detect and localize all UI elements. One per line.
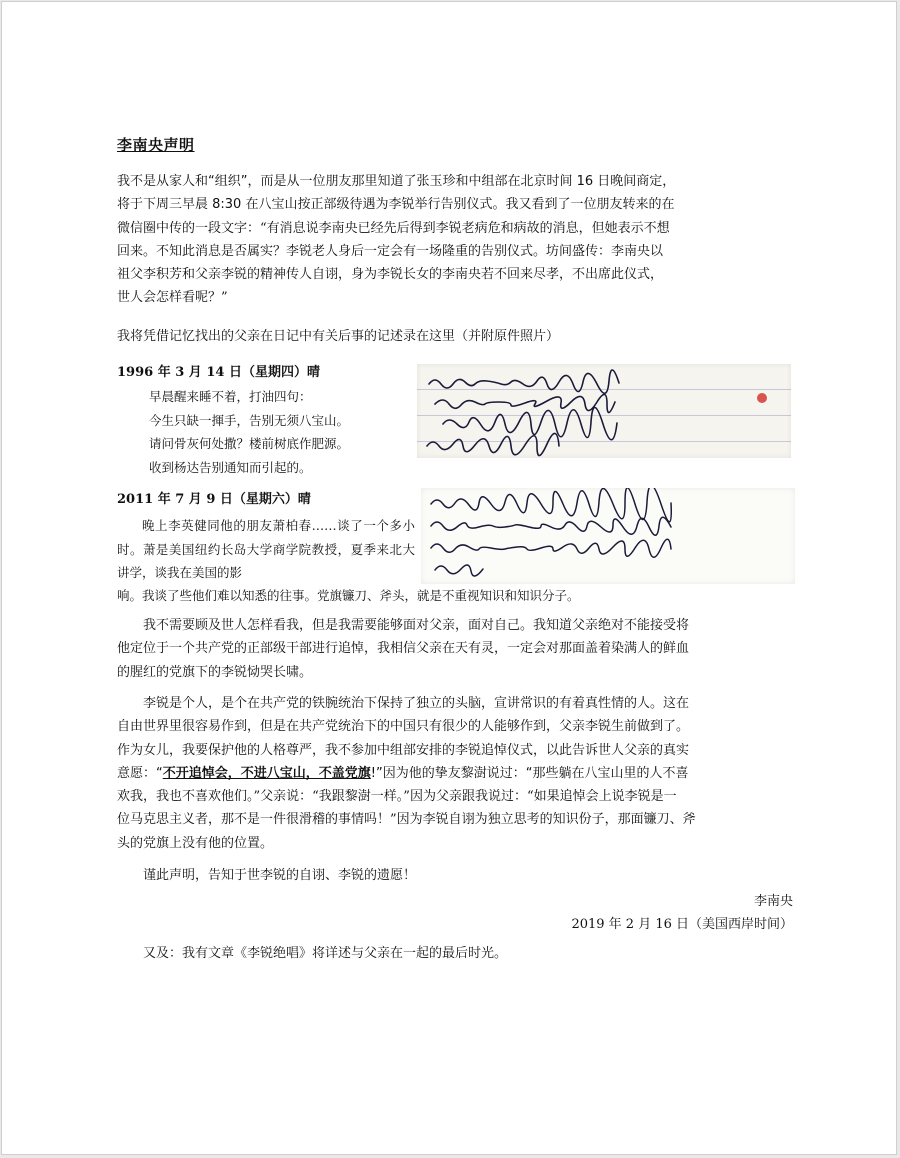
person-line: 欢我，我也不喜欢他们。”父亲说：“我跟黎澍一样。”因为父亲跟我说过：“如果追悼会上说李锐是一: [117, 789, 677, 805]
signature-date: 2019 年 2 月 16 日（美国西岸时间）: [571, 917, 793, 932]
diary-2011-text: 晚上李英健同他的朋友萧柏春……谈了一个多小时。萧是美国纽约长岛大学商学院教授，夏季来北大讲学，谈我在美国的影: [117, 518, 415, 580]
diary-line: 今生只缺一揮手，告别无须八宝山。: [149, 412, 350, 428]
diary-2011-text-tail: 响。我谈了些他们难以知悉的往事。党旗镰刀、斧头，就是不重视知识和知识分子。: [117, 588, 580, 603]
decision-line: 他定位于一个共产党的正部级干部进行追悼，我相信父亲在天有灵，一定会对那面盖着染满人的鲜血: [117, 641, 690, 657]
intro-line: 世人会怎样看呢？”: [117, 290, 228, 306]
diary-line: 请问骨灰何处撒？楼前树底作肥源。: [149, 436, 350, 451]
intro-line: 回来。不知此消息是否属实？李锐老人身后一定会有一场隆重的告别仪式。坊间盛传：李南央以: [117, 243, 664, 259]
seal-dot: [757, 393, 767, 403]
person-line: 头的党旗上没有他的位置。: [117, 835, 274, 851]
signature: 李南央: [753, 894, 793, 909]
decision-line: 我不需要顾及世人怎样看我，但是我需要能够面对父亲，面对自己。我知道父亲绝对不能接受将: [143, 618, 690, 633]
intro-paragraph: [117, 170, 793, 310]
person-line: 李锐是个人，是个在共产党的铁腕统治下保持了独立的头脑，宣讲常识的有着真性情的人。这在: [143, 696, 690, 711]
diary-1996-handwriting-photo: [417, 364, 791, 458]
diary-2011-date: 2011 年 7 月 9 日（星期六）晴: [117, 492, 311, 507]
person-line: 自由世界里很容易作到，但是在共产党统治下的中国只有很少的人能够作到，父亲李锐生前做到了。: [117, 719, 690, 735]
decision-line: 的腥红的党旗下的李锐恸哭长啸。: [117, 664, 313, 680]
document-page: [1, 1, 897, 1155]
quote-continue: !”因为他的挚友黎澍说过：“那些躺在八宝山里的人不喜: [370, 765, 689, 781]
intro-line: 将于下周三早晨 8:30 在八宝山按正部级待遇为李锐举行告别仪式。我又看到了一位朋友转来的在: [117, 197, 675, 213]
diary-2011-handwriting-photo: [421, 488, 795, 584]
intro-line: 我不是从家人和“组织”，而是从一位朋友那里知道了张玉珍和中组部在北京时间 16 日晚间商定，: [117, 174, 676, 189]
intro-line: 微信圈中传的一段文字：“有消息说李南央已经先后得到李锐老病危和病故的消息，但她表示不想: [117, 220, 670, 236]
diary-line: 早晨醒来睡不着，打油四句：: [149, 389, 312, 404]
person-line: 作为女儿，我要保护他的人格尊严，我不参加中组部安排的李锐追悼仪式，以此告诉世人父亲的真实: [117, 742, 690, 758]
diary-1996-date: 1996 年 3 月 14 日（星期四）晴: [117, 365, 320, 380]
decision-paragraph: [117, 614, 793, 684]
postscript: 又及：我有文章《李锐绝唱》将详述与父亲在一起的最后时光。: [143, 946, 508, 961]
handwriting-scribble: [421, 488, 795, 584]
memory-line: 我将凭借记忆找出的父亲在日记中有关后事的记述录在这里（并附原件照片）: [117, 329, 560, 344]
person-paragraph: [117, 692, 793, 855]
diary-line: 收到杨达告别通知而引起的。: [149, 459, 312, 475]
handwriting-scribble: [417, 364, 791, 458]
statement-title: 李南央声明: [117, 136, 195, 154]
closing-line: 谨此声明，告知于世李锐的自诩、李锐的遗愿！: [143, 868, 417, 883]
wish-quote: 不开追悼会，不进八宝山，不盖党旗: [162, 765, 371, 781]
diary-1996-text: [117, 385, 407, 479]
person-line-quote: [117, 762, 793, 785]
person-line: 位马克思主义者，那不是一件很滑稽的事情吗！”因为李锐自诩为独立思考的知识份子，那面镰刀、斧: [117, 812, 696, 828]
intro-line: 祖父李积芳和父亲李锐的精神传人自诩，身为李锐长女的李南央若不回来尽孝，不出席此仪式，: [117, 267, 664, 283]
quote-open: 意愿：“: [117, 765, 163, 781]
